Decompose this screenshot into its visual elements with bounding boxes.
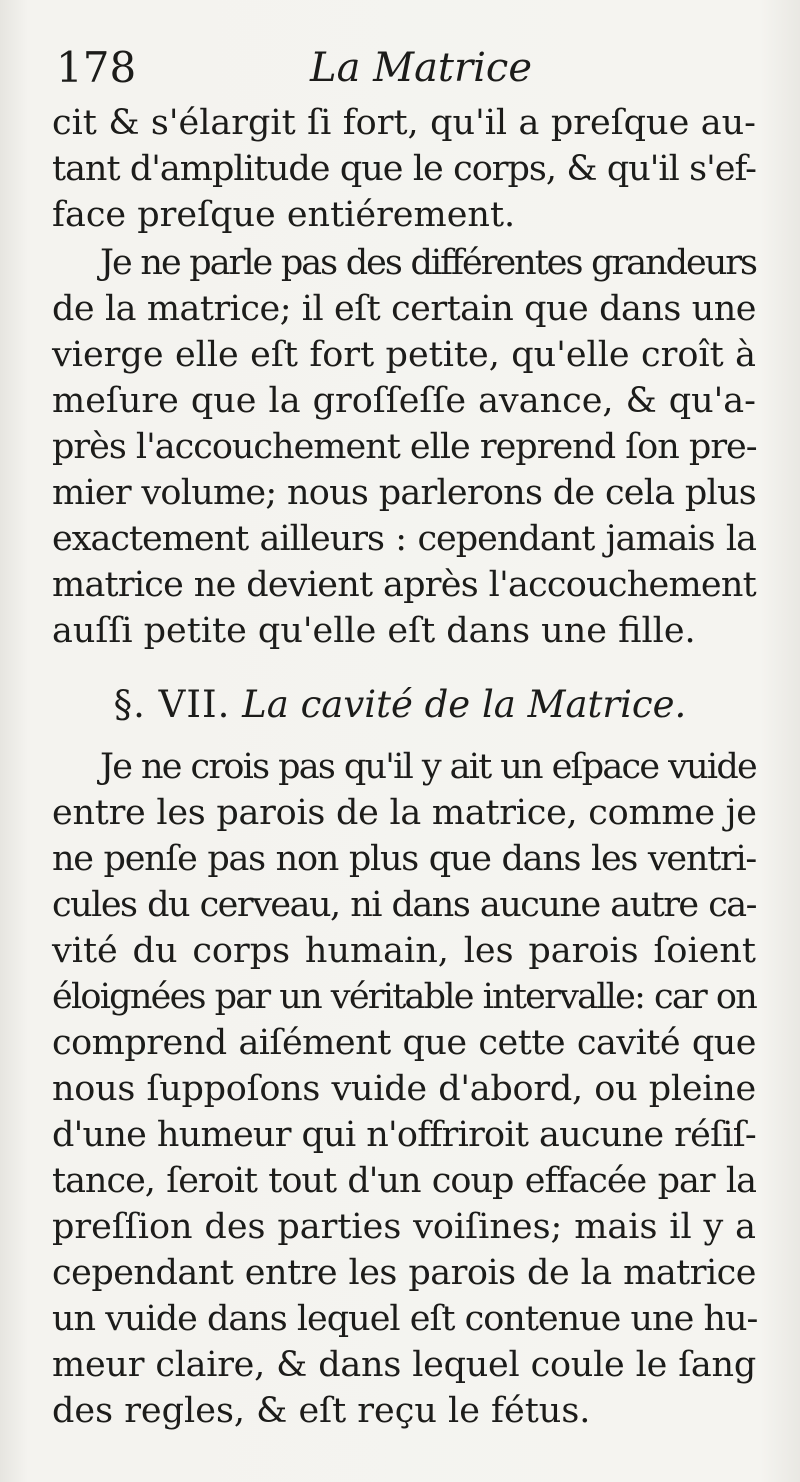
text-line: tant d'amplitude que le corps, & qu'il s'ef- (52, 149, 756, 189)
text-line: de la matrice; il eſt certain que dans une (52, 289, 756, 329)
text-line: mier volume; nous parlerons de cela plus (52, 473, 756, 513)
text-line: meſure que la groſſeſſe avance, & qu'a- (52, 381, 756, 421)
text-line: cependant entre les parois de la matrice (52, 1253, 756, 1293)
text-line: Je ne parle pas des différentes grandeurs (100, 243, 756, 283)
section-number: §. VII. (113, 683, 231, 726)
text-line: comprend aiſément que cette cavité que (52, 1023, 756, 1063)
paragraph-continuation (52, 100, 756, 238)
text-line: ne penſe pas non plus que dans les ventri- (52, 839, 756, 879)
paragraph-sizes (52, 240, 756, 654)
text-line: vité du corps humain, les parois ſoient (52, 931, 756, 971)
text-line: près l'accouchement elle reprend ſon pre- (52, 427, 757, 467)
text-line: éloignées par un véritable intervalle: car on (52, 977, 756, 1017)
text-line: entre les parois de la matrice, comme je (52, 793, 757, 833)
text-line: cit & s'élargit ſi fort, qu'il a preſque au- (52, 103, 756, 143)
text-line: face preſque entiérement. (52, 195, 516, 235)
section-title: La cavité de la Matrice. (242, 683, 687, 726)
text-line: exactement ailleurs : cependant jamais la (52, 519, 756, 559)
text-line: preſſion des parties voiſines; mais il y a (52, 1207, 756, 1247)
text-line: matrice ne devient après l'accouchement (52, 565, 756, 605)
page-number: 178 (56, 43, 137, 92)
paragraph-cavity (52, 744, 756, 1434)
text-line: cules du cerveau, ni dans aucune autre ca- (52, 885, 756, 925)
running-title: La Matrice (310, 45, 532, 91)
text-line: meur claire, & dans lequel coule le ſang (52, 1345, 756, 1385)
text-line: tance, ſeroit tout d'un coup effacée par la (52, 1161, 756, 1201)
section-heading (0, 680, 800, 730)
text-line: Je ne crois pas qu'il y ait un eſpace vuide (100, 747, 756, 787)
text-line: nous ſuppoſons vuide d'abord, ou pleine (52, 1069, 756, 1109)
text-line: d'une humeur qui n'offriroit aucune réſiſ- (52, 1115, 756, 1155)
text-line: un vuide dans lequel eſt contenue une hu- (52, 1299, 758, 1339)
text-line: auſſi petite qu'elle eſt dans une fille. (52, 611, 696, 651)
page-header (52, 38, 752, 98)
text-line: des regles, & eſt reçu le fétus. (52, 1391, 591, 1431)
text-line: vierge elle eſt fort petite, qu'elle croît à (52, 335, 756, 375)
